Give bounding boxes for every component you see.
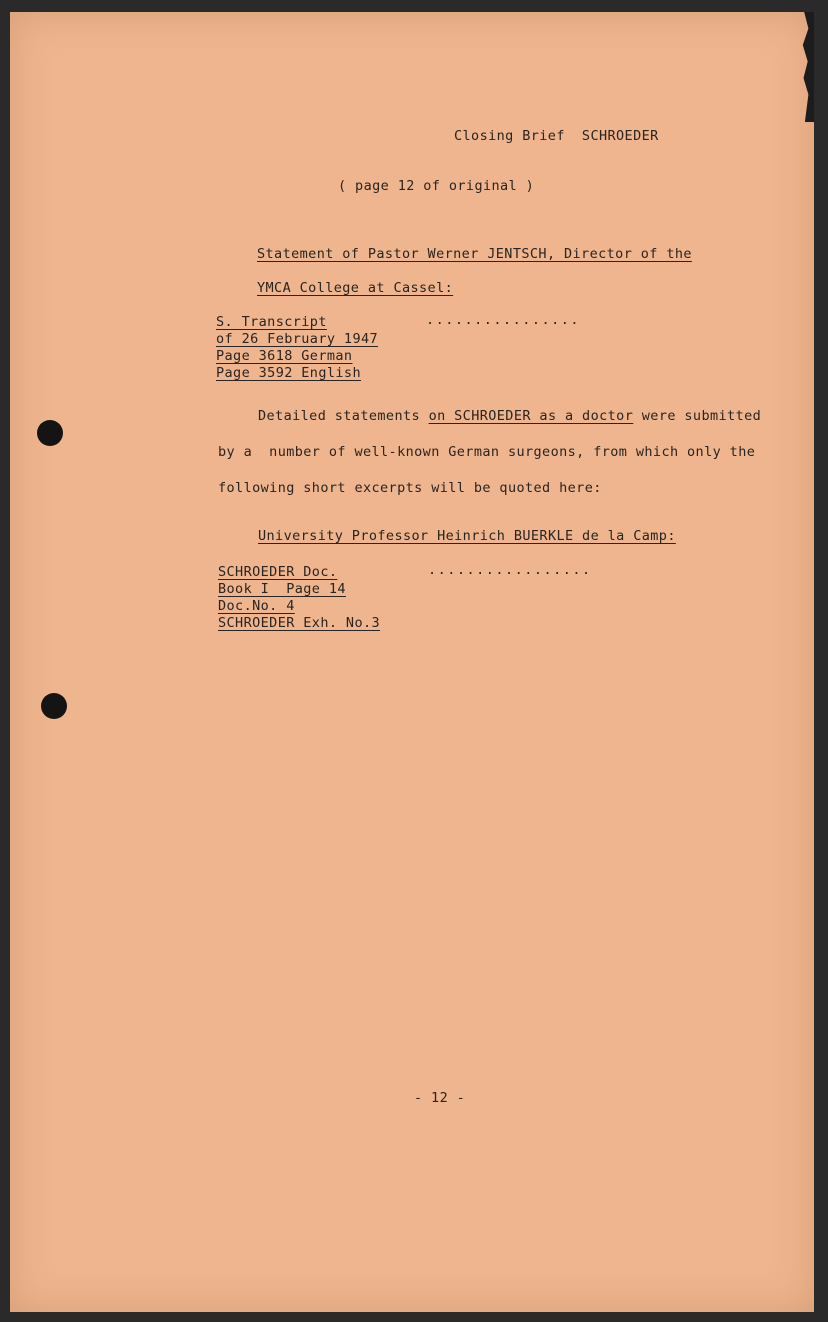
transcript-ref-line: Page 3592 English xyxy=(216,365,361,381)
exhibit-ref-line: Doc.No. 4 xyxy=(218,598,295,614)
dotted-leader: ................. xyxy=(428,562,592,578)
transcript-ref-line: of 26 February 1947 xyxy=(216,331,379,347)
transcript-ref-line: Page 3618 German xyxy=(216,348,353,364)
dotted-leader: ................ xyxy=(426,312,581,328)
document-title: Closing Brief SCHROEDER xyxy=(454,128,659,144)
professor-heading: University Professor Heinrich BUERKLE de la Camp: xyxy=(258,528,676,544)
body-underlined-phrase: on SCHROEDER as a doctor xyxy=(428,408,634,424)
document-page xyxy=(10,12,814,1312)
body-line-1 xyxy=(258,408,761,425)
page-number: - 12 - xyxy=(414,1090,466,1106)
page-reference: ( page 12 of original ) xyxy=(338,178,535,194)
torn-edge xyxy=(800,12,814,122)
exhibit-ref-line: Book I Page 14 xyxy=(218,581,346,597)
statement-heading-line-2: YMCA College at Cassel: xyxy=(257,280,454,296)
exhibit-ref-line: SCHROEDER Doc. xyxy=(218,564,338,580)
body-line-2: by a number of well-known German surgeons, from which only the xyxy=(218,444,756,460)
exhibit-ref-line: SCHROEDER Exh. No.3 xyxy=(218,615,381,631)
punch-hole xyxy=(41,693,67,719)
statement-heading-line-1: Statement of Pastor Werner JENTSCH, Director of the xyxy=(257,246,692,262)
body-line-1-start: Detailed statements xyxy=(258,408,429,424)
transcript-ref-line: S. Transcript xyxy=(216,314,327,330)
punch-hole xyxy=(37,420,63,446)
body-line-1-end: were submitted xyxy=(633,408,762,424)
body-line-3: following short excerpts will be quoted here: xyxy=(218,480,602,496)
